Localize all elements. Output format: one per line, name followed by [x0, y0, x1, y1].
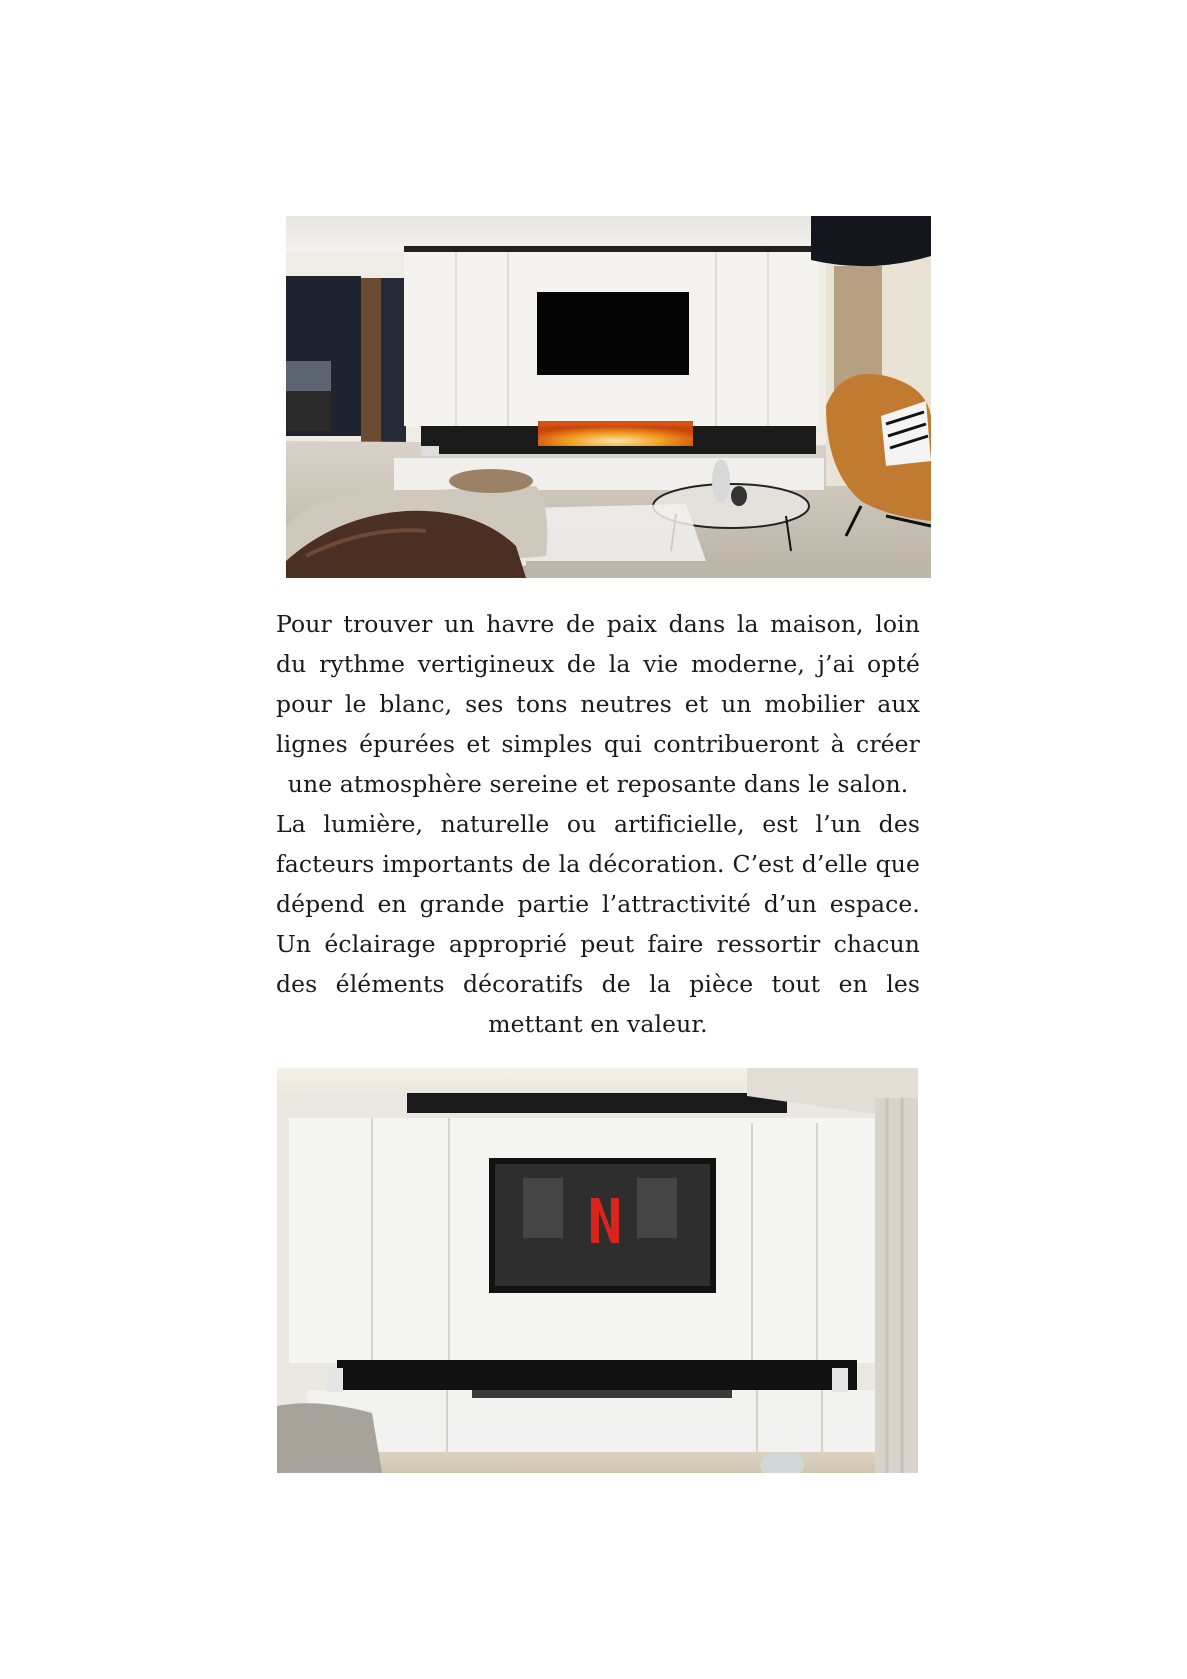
body-text: [276, 604, 920, 1044]
paragraph-2: La lumière, naturelle ou artificielle, est l’un des facteurs importants de la décoration. C’est d’elle que dépend en grande partie l’attractivité d’un espace. Un éclairage approprié peut faire ressortir chacun des éléments décoratifs de la pièce tout en les mettant en valeur.: [276, 810, 920, 1038]
living-room-render-image: [286, 216, 931, 578]
tv-wall-photo-image: [277, 1068, 918, 1473]
paragraph-1: Pour trouver un havre de paix dans la maison, loin du rythme vertigineux de la vie moderne, j’ai opté pour le blanc, ses tons neutres et un mobilier aux lignes épurées et simples qui contribueront à créer une atmosphère sereine et reposante dans le salon.: [276, 610, 920, 798]
